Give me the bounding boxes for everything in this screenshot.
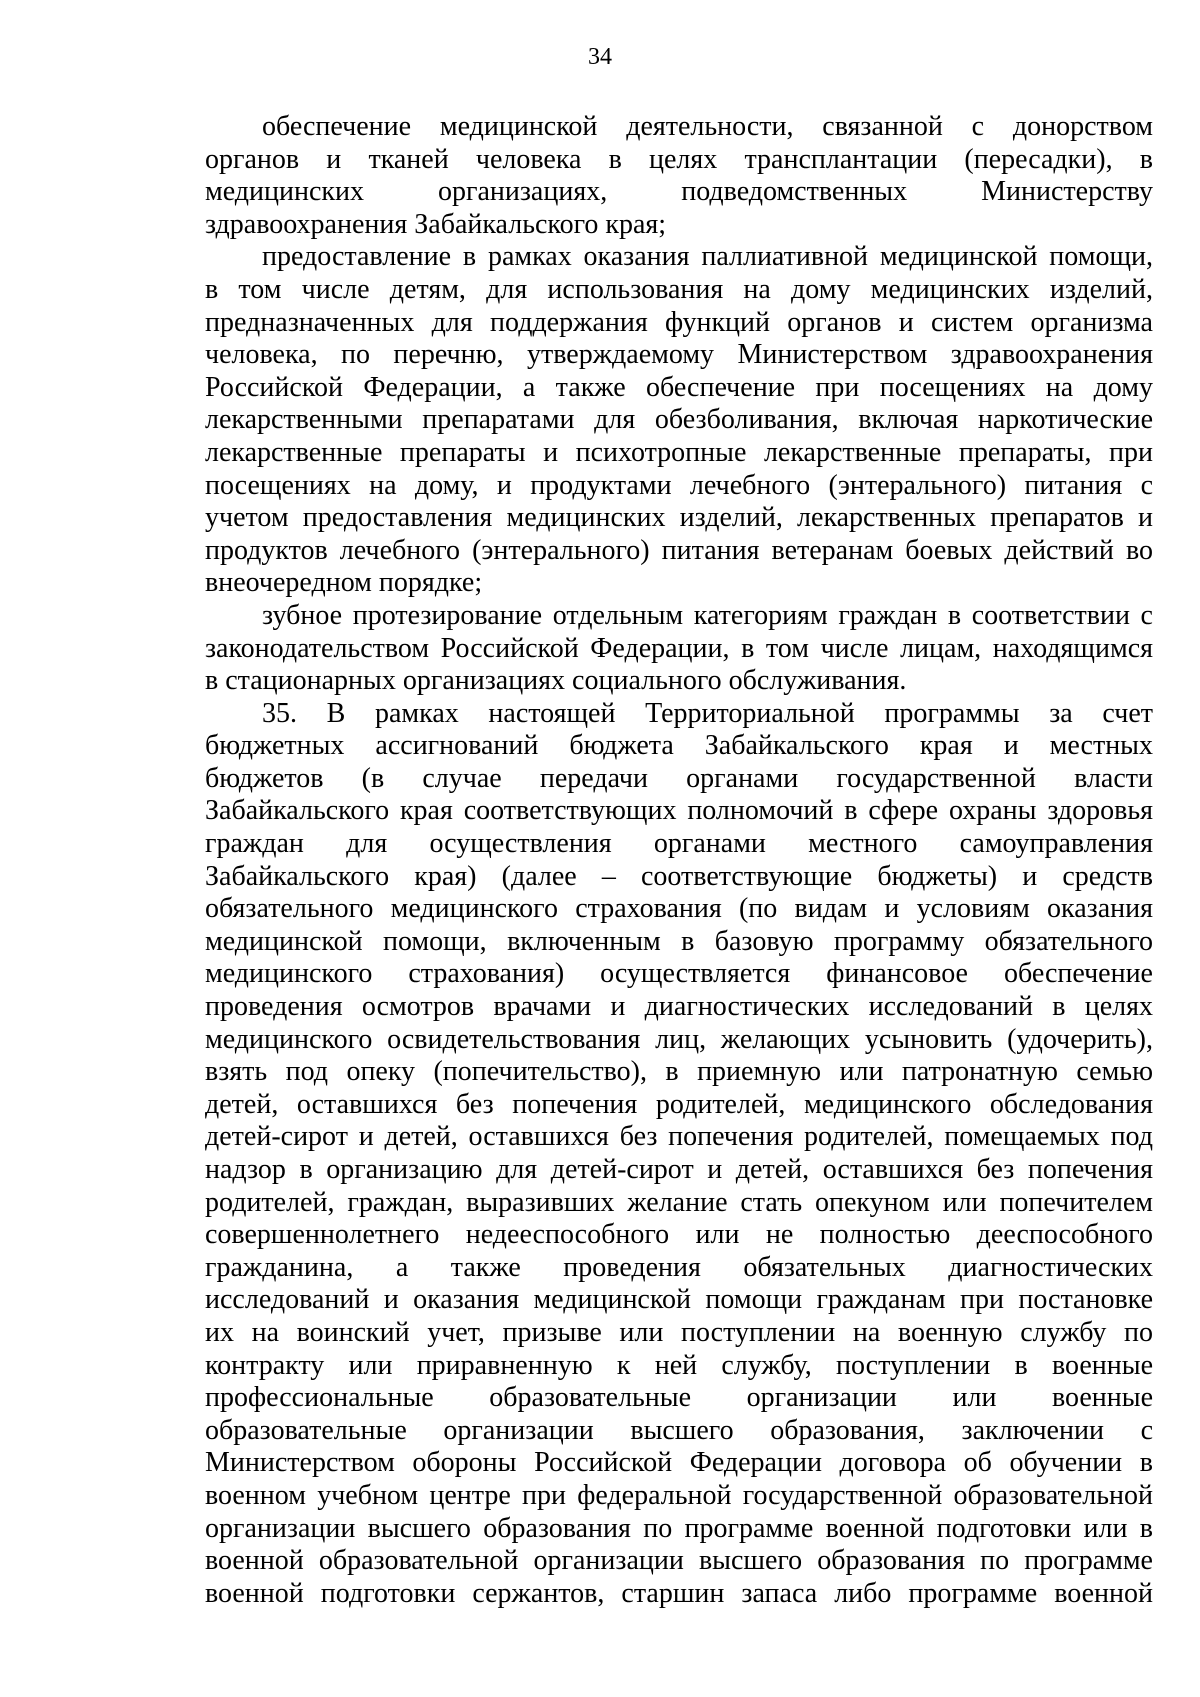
text-line: военном учебном центре при федеральной государственной образовательной: [205, 1479, 1153, 1511]
text-line: военной образовательной организации высшего образования по программе: [205, 1545, 1153, 1577]
text-line: Министерством обороны Российской Федерации договора об обучении в: [205, 1447, 1153, 1479]
text-line: в том числе детям, для использования на дому медицинских изделий,: [205, 273, 1153, 305]
text-line: военной подготовки сержантов, старшин запаса либо программе военной: [205, 1577, 1153, 1609]
text-line: продуктов лечебного (энтерального) питания ветеранам боевых действий во: [205, 534, 1153, 566]
text-line: обеспечение медицинской деятельности, связанной с донорством: [262, 111, 1153, 142]
page-number: 34: [588, 44, 612, 70]
text-line: их на воинский учет, призыве или поступлении на военную службу по: [205, 1316, 1153, 1348]
text-line: предоставление в рамках оказания паллиативной медицинской помощи,: [262, 241, 1153, 273]
text-line: органов и тканей человека в целях трансплантации (пересадки), в: [205, 143, 1153, 175]
text-line: лекарственными препаратами для обезболивания, включая наркотические: [205, 404, 1153, 436]
text-line: 35. В рамках настоящей Территориальной программы за счет: [262, 697, 1153, 729]
text-line: надзор в организацию для детей-сирот и детей, оставшихся без попечения: [205, 1154, 1153, 1185]
text-line: детей-сирот и детей, оставшихся без попечения родителей, помещаемых под: [205, 1121, 1153, 1153]
text-line: детей, оставшихся без попечения родителей, медицинского обследования: [205, 1088, 1153, 1120]
text-line: гражданина, а также проведения обязательных диагностических: [205, 1251, 1153, 1283]
text-line: здравоохранения Забайкальского края;: [205, 208, 667, 240]
text-line: образовательные организации высшего образования, заключении с: [205, 1414, 1153, 1446]
text-line: в стационарных организациях социального обслуживания.: [205, 665, 907, 697]
text-line: бюджетов (в случае передачи органами государственной власти: [205, 762, 1153, 794]
text-line: зубное протезирование отдельным категориям граждан в соответствии с: [262, 599, 1153, 631]
text-line: родителей, граждан, выразивших желание стать опекуном или попечителем: [205, 1186, 1153, 1218]
text-line: предназначенных для поддержания функций органов и систем организма: [205, 306, 1153, 338]
text-line: Забайкальского края соответствующих полномочий в сфере охраны здоровья: [205, 795, 1153, 827]
text-line: Российской Федерации, а также обеспечение при посещениях на дому: [205, 371, 1153, 403]
text-line: профессиональные образовательные организации или военные: [205, 1382, 1153, 1414]
text-line: контракту или приравненную к ней службу, поступлении в военные: [205, 1349, 1153, 1381]
text-line: медицинского страхования) осуществляется финансовое обеспечение: [205, 958, 1153, 990]
text-line: законодательством Российской Федерации, в том числе лицам, находящимся: [205, 632, 1153, 664]
text-line: учетом предоставления медицинских изделий, лекарственных препаратов и: [205, 502, 1153, 534]
text-line: взять под опеку (попечительство), в приемную или патронатную семью: [205, 1056, 1153, 1088]
paragraph-palliative-care: [205, 241, 1153, 600]
paragraph-item-35: [205, 698, 1153, 1611]
text-line: медицинских организациях, подведомственных Министерству: [205, 176, 1153, 208]
text-line: внеочередном порядке;: [205, 567, 483, 599]
document-body: [205, 111, 1153, 1610]
text-line: исследований и оказания медицинской помощи гражданам при постановке: [205, 1284, 1153, 1316]
text-line: организации высшего образования по программе военной подготовки или в: [205, 1512, 1153, 1544]
text-line: совершеннолетнего недееспособного или не полностью дееспособного: [205, 1219, 1153, 1251]
text-line: бюджетных ассигнований бюджета Забайкальского края и местных: [205, 730, 1153, 762]
text-line: проведения осмотров врачами и диагностических исследований в целях: [205, 991, 1153, 1023]
text-line: посещениях на дому, и продуктами лечебного (энтерального) питания с: [205, 469, 1153, 501]
text-line: Забайкальского края) (далее – соответствующие бюджеты) и средств: [205, 860, 1153, 892]
text-line: медицинского освидетельствования лиц, желающих усыновить (удочерить),: [205, 1023, 1153, 1055]
paragraph-dental-prosthetics: [205, 600, 1153, 698]
text-line: обязательного медицинского страхования (по видам и условиям оказания: [205, 893, 1153, 925]
text-line: лекарственные препараты и психотропные лекарственные препараты, при: [205, 436, 1153, 468]
text-line: медицинской помощи, включенным в базовую программу обязательного: [205, 925, 1153, 957]
paragraph-donor-activity: [205, 111, 1153, 241]
text-line: человека, по перечню, утверждаемому Министерством здравоохранения: [205, 339, 1153, 371]
text-line: граждан для осуществления органами местного самоуправления: [205, 828, 1153, 860]
